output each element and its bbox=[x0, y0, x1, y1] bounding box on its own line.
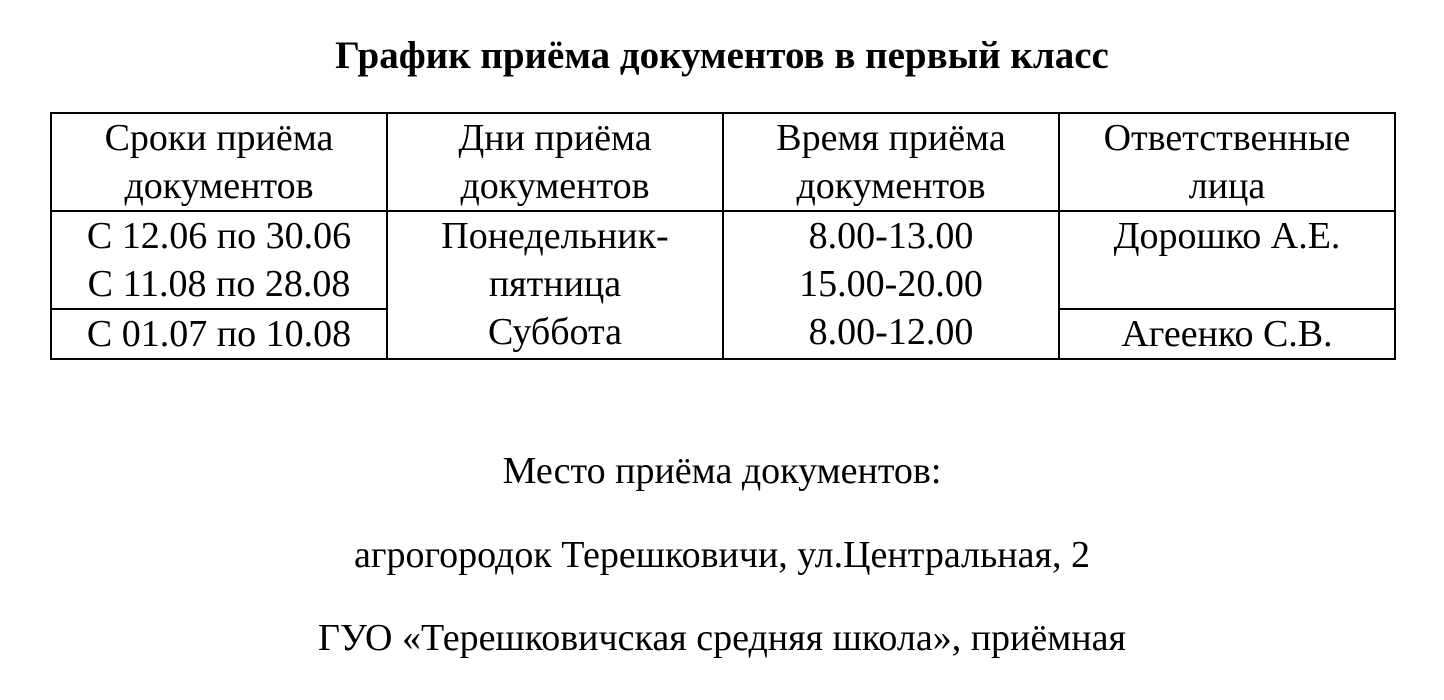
place-address: агрогородок Терешковичи, ул.Центральная, 2 bbox=[354, 534, 1090, 576]
responsible-text: Агеенко С.В. bbox=[1121, 313, 1333, 355]
responsible-text: Дорошко А.Е. bbox=[1113, 215, 1341, 257]
period-text: С 11.08 по 28.08 bbox=[87, 263, 351, 305]
period-cell bbox=[51, 309, 387, 359]
document-title: График приёма документов в первый класс bbox=[335, 34, 1109, 77]
header-text: Дни приёма bbox=[458, 117, 652, 159]
responsible-cell bbox=[1059, 309, 1395, 359]
header-text: документов bbox=[460, 165, 650, 207]
period-text: С 12.06 по 30.06 bbox=[86, 215, 352, 257]
header-text: документов bbox=[796, 165, 986, 207]
table-row bbox=[51, 211, 1395, 309]
period-cell bbox=[51, 211, 387, 309]
days-cell bbox=[387, 211, 723, 359]
header-text: документов bbox=[124, 165, 314, 207]
schedule-table bbox=[50, 112, 1396, 360]
header-time bbox=[723, 113, 1059, 211]
time-text: 15.00-20.00 bbox=[799, 263, 983, 305]
header-days bbox=[387, 113, 723, 211]
days-text: Понедельник- bbox=[441, 215, 669, 257]
days-text: пятница bbox=[488, 263, 622, 305]
header-text: лица bbox=[1188, 165, 1266, 207]
place-office: ГУО «Терешковичская средняя школа», приёмная bbox=[318, 617, 1126, 659]
time-text: 8.00-12.00 bbox=[808, 311, 974, 353]
place-label: Место приёма документов: bbox=[502, 450, 942, 492]
days-text: Суббота bbox=[487, 311, 622, 353]
header-text: Ответственные bbox=[1103, 117, 1351, 159]
header-text: Время приёма bbox=[776, 117, 1006, 159]
header-periods bbox=[51, 113, 387, 211]
time-text: 8.00-13.00 bbox=[808, 215, 974, 257]
time-cell bbox=[723, 211, 1059, 359]
table-header-row bbox=[51, 113, 1395, 211]
header-responsible bbox=[1059, 113, 1395, 211]
responsible-cell bbox=[1059, 211, 1395, 309]
header-text: Сроки приёма bbox=[104, 117, 334, 159]
period-text: С 01.07 по 10.08 bbox=[86, 313, 352, 355]
